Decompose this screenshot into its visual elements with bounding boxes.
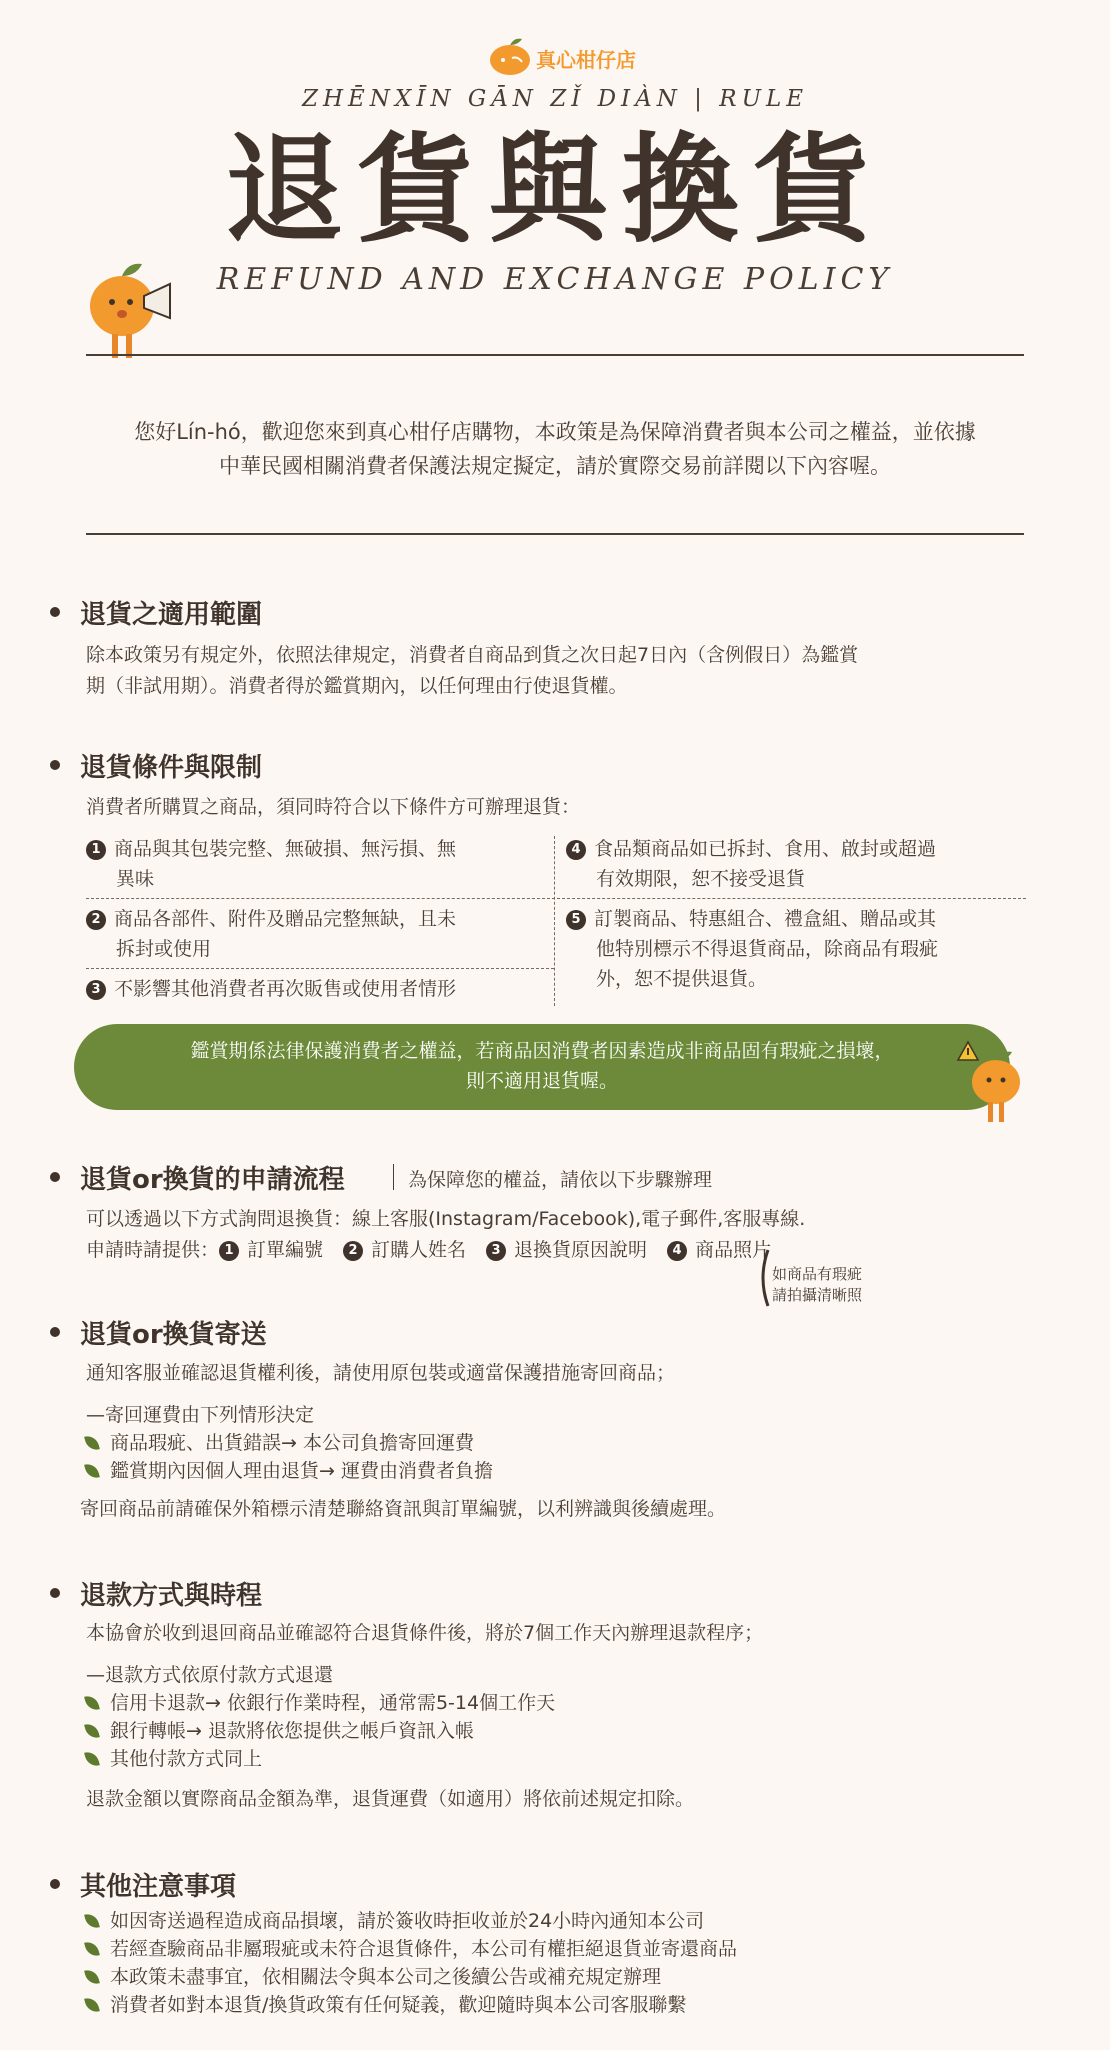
scope-body-2: 期（非試用期）。消費者得於鑑賞期內，以任何理由行使退貨權。 [86, 675, 628, 697]
bullet-dot [50, 1879, 60, 1889]
brand-subtitle: ZHĒNXĪN GĀN ZǏ DIÀN | RULE [301, 86, 809, 112]
leaf-icon [84, 1968, 100, 1987]
process-title-separator [393, 1164, 394, 1190]
section-title-shipping: 退貨or換貨寄送 [80, 1320, 267, 1350]
leaf-icon [84, 1434, 100, 1453]
shipping-footer: 寄回商品前請確保外箱標示清楚聯絡資訊與訂單編號，以利辨識與後續處理。 [80, 1498, 727, 1520]
brand-logo [488, 36, 636, 76]
notes-item-2: 若經查驗商品非屬瑕疵或未符合退貨條件，本公司有權拒絕退貨並寄還商品 [86, 1934, 737, 1965]
refund-item-3: 其他付款方式同上 [86, 1744, 262, 1775]
intro-divider [86, 533, 1024, 535]
shipping-item-1: 商品瑕疵、出貨錯誤→ 本公司負擔寄回運費 [86, 1428, 474, 1459]
page-title: 退貨與換貨 [224, 121, 885, 259]
bracket-icon [756, 1248, 770, 1308]
section-title-conditions: 退貨條件與限制 [80, 753, 263, 783]
photo-note-2: 請拍攝清晰照 [772, 1286, 863, 1304]
number-badge-5: 5 [566, 910, 586, 930]
leaf-icon [84, 1996, 100, 2015]
condition-item-4: 4 食品類商品如已拆封、食用、啟封或超過 有效期限，恕不接受退貨 [566, 834, 1026, 894]
leaf-icon [84, 1462, 100, 1481]
orange-mascot-megaphone-icon [82, 256, 182, 366]
shipping-body: 通知客服並確認退貨權利後，請使用原包裝或適當保護措施寄回商品； [86, 1362, 676, 1384]
leaf-icon [84, 1750, 100, 1769]
table-divider-vertical [554, 836, 555, 1006]
refund-item-1: 信用卡退款→ 依銀行作業時程，通常需5-14個工作天 [86, 1688, 555, 1719]
notes-item-1: 如因寄送過程造成商品損壞，請於簽收時拒收並於24小時內通知本公司 [86, 1906, 704, 1937]
header-divider [86, 354, 1024, 356]
intro-line-1: 您好Lín-hó，歡迎您來到真心柑仔店購物，本政策是為保障消費者與本公司之權益，並依據 [134, 420, 976, 444]
bullet-dot [50, 1588, 60, 1598]
process-line-1: 可以透過以下方式詢問退換貨：線上客服(Instagram/Facebook),電子郵件,客服專線. [86, 1208, 806, 1230]
condition-item-5: 5 訂製商品、特惠組合、禮盒組、贈品或其 他特別標示不得退貨商品，除商品有瑕疵 外，恕不提供退貨。 [566, 904, 1026, 994]
condition-item-2: 2 商品各部件、附件及贈品完整無缺，且未 拆封或使用 [86, 904, 546, 964]
leaf-icon [84, 1912, 100, 1931]
process-subtitle: 為保障您的權益，請依以下步驟辦理 [408, 1169, 713, 1191]
bullet-dot [50, 607, 60, 617]
refund-footer: 退款金額以實際商品金額為準，退貨運費（如適用）將依前述規定扣除。 [86, 1788, 695, 1810]
section-title-refund: 退款方式與時程 [80, 1581, 263, 1611]
leaf-icon [84, 1722, 100, 1741]
bullet-dot [50, 760, 60, 770]
conditions-lead: 消費者所購買之商品，須同時符合以下條件方可辦理退貨： [86, 796, 581, 818]
refund-sub: —退款方式依原付款方式退還 [86, 1664, 334, 1686]
bullet-dot [50, 1172, 60, 1182]
number-badge-4: 4 [566, 840, 586, 860]
orange-logo-icon [488, 36, 532, 76]
intro-line-2: 中華民國相關消費者保護法規定擬定，請於實際交易前詳閱以下內容喔。 [219, 454, 891, 478]
table-divider-row [86, 968, 554, 969]
number-badge-2: 2 [86, 910, 106, 930]
number-badge-3: 3 [86, 980, 106, 1000]
logo-text: 真心柑仔店 [536, 48, 636, 72]
process-steps: 申請時請提供： 1 訂單編號 2 訂購人姓名 3 退換貨原因說明 4 商品照片 [86, 1239, 772, 1261]
orange-mascot-warning-icon [956, 1040, 1036, 1130]
photo-note-1: 如商品有瑕疵 [772, 1265, 863, 1283]
leaf-icon [84, 1694, 100, 1713]
section-title-process: 退貨or換貨的申請流程 [80, 1165, 345, 1195]
refund-item-2: 銀行轉帳→ 退款將依您提供之帳戶資訊入帳 [86, 1716, 474, 1747]
refund-body: 本協會於收到退回商品並確認符合退貨條件後，將於7個工作天內辦理退款程序； [86, 1622, 764, 1644]
shipping-item-2: 鑑賞期內因個人理由退貨→ 運費由消費者負擔 [86, 1456, 493, 1487]
table-divider-row [86, 898, 1026, 899]
section-title-scope: 退貨之適用範圍 [80, 600, 263, 630]
leaf-icon [84, 1940, 100, 1959]
condition-item-1: 1 商品與其包裝完整、無破損、無污損、無 異味 [86, 834, 546, 894]
notes-item-3: 本政策未盡事宜，依相關法令與本公司之後續公告或補充規定辦理 [86, 1962, 661, 1993]
notice-banner: 鑑賞期係法律保護消費者之權益，若商品因消費者因素造成非商品固有瑕疵之損壞， 則不適用退貨喔。 [74, 1024, 1010, 1110]
condition-item-3: 3 不影響其他消費者再次販售或使用者情形 [86, 974, 546, 1004]
notes-item-4: 消費者如對本退貨/換貨政策有任何疑義，歡迎隨時與本公司客服聯繫 [86, 1990, 686, 2021]
shipping-sub: —寄回運費由下列情形決定 [86, 1404, 315, 1426]
page-title-en: REFUND AND EXCHANGE POLICY [216, 262, 894, 297]
scope-body-1: 除本政策另有規定外，依照法律規定，消費者自商品到貨之次日起7日內（含例假日）為鑑賞 [86, 644, 859, 666]
bullet-dot [50, 1327, 60, 1337]
number-badge-1: 1 [86, 840, 106, 860]
section-title-notes: 其他注意事項 [80, 1872, 237, 1902]
